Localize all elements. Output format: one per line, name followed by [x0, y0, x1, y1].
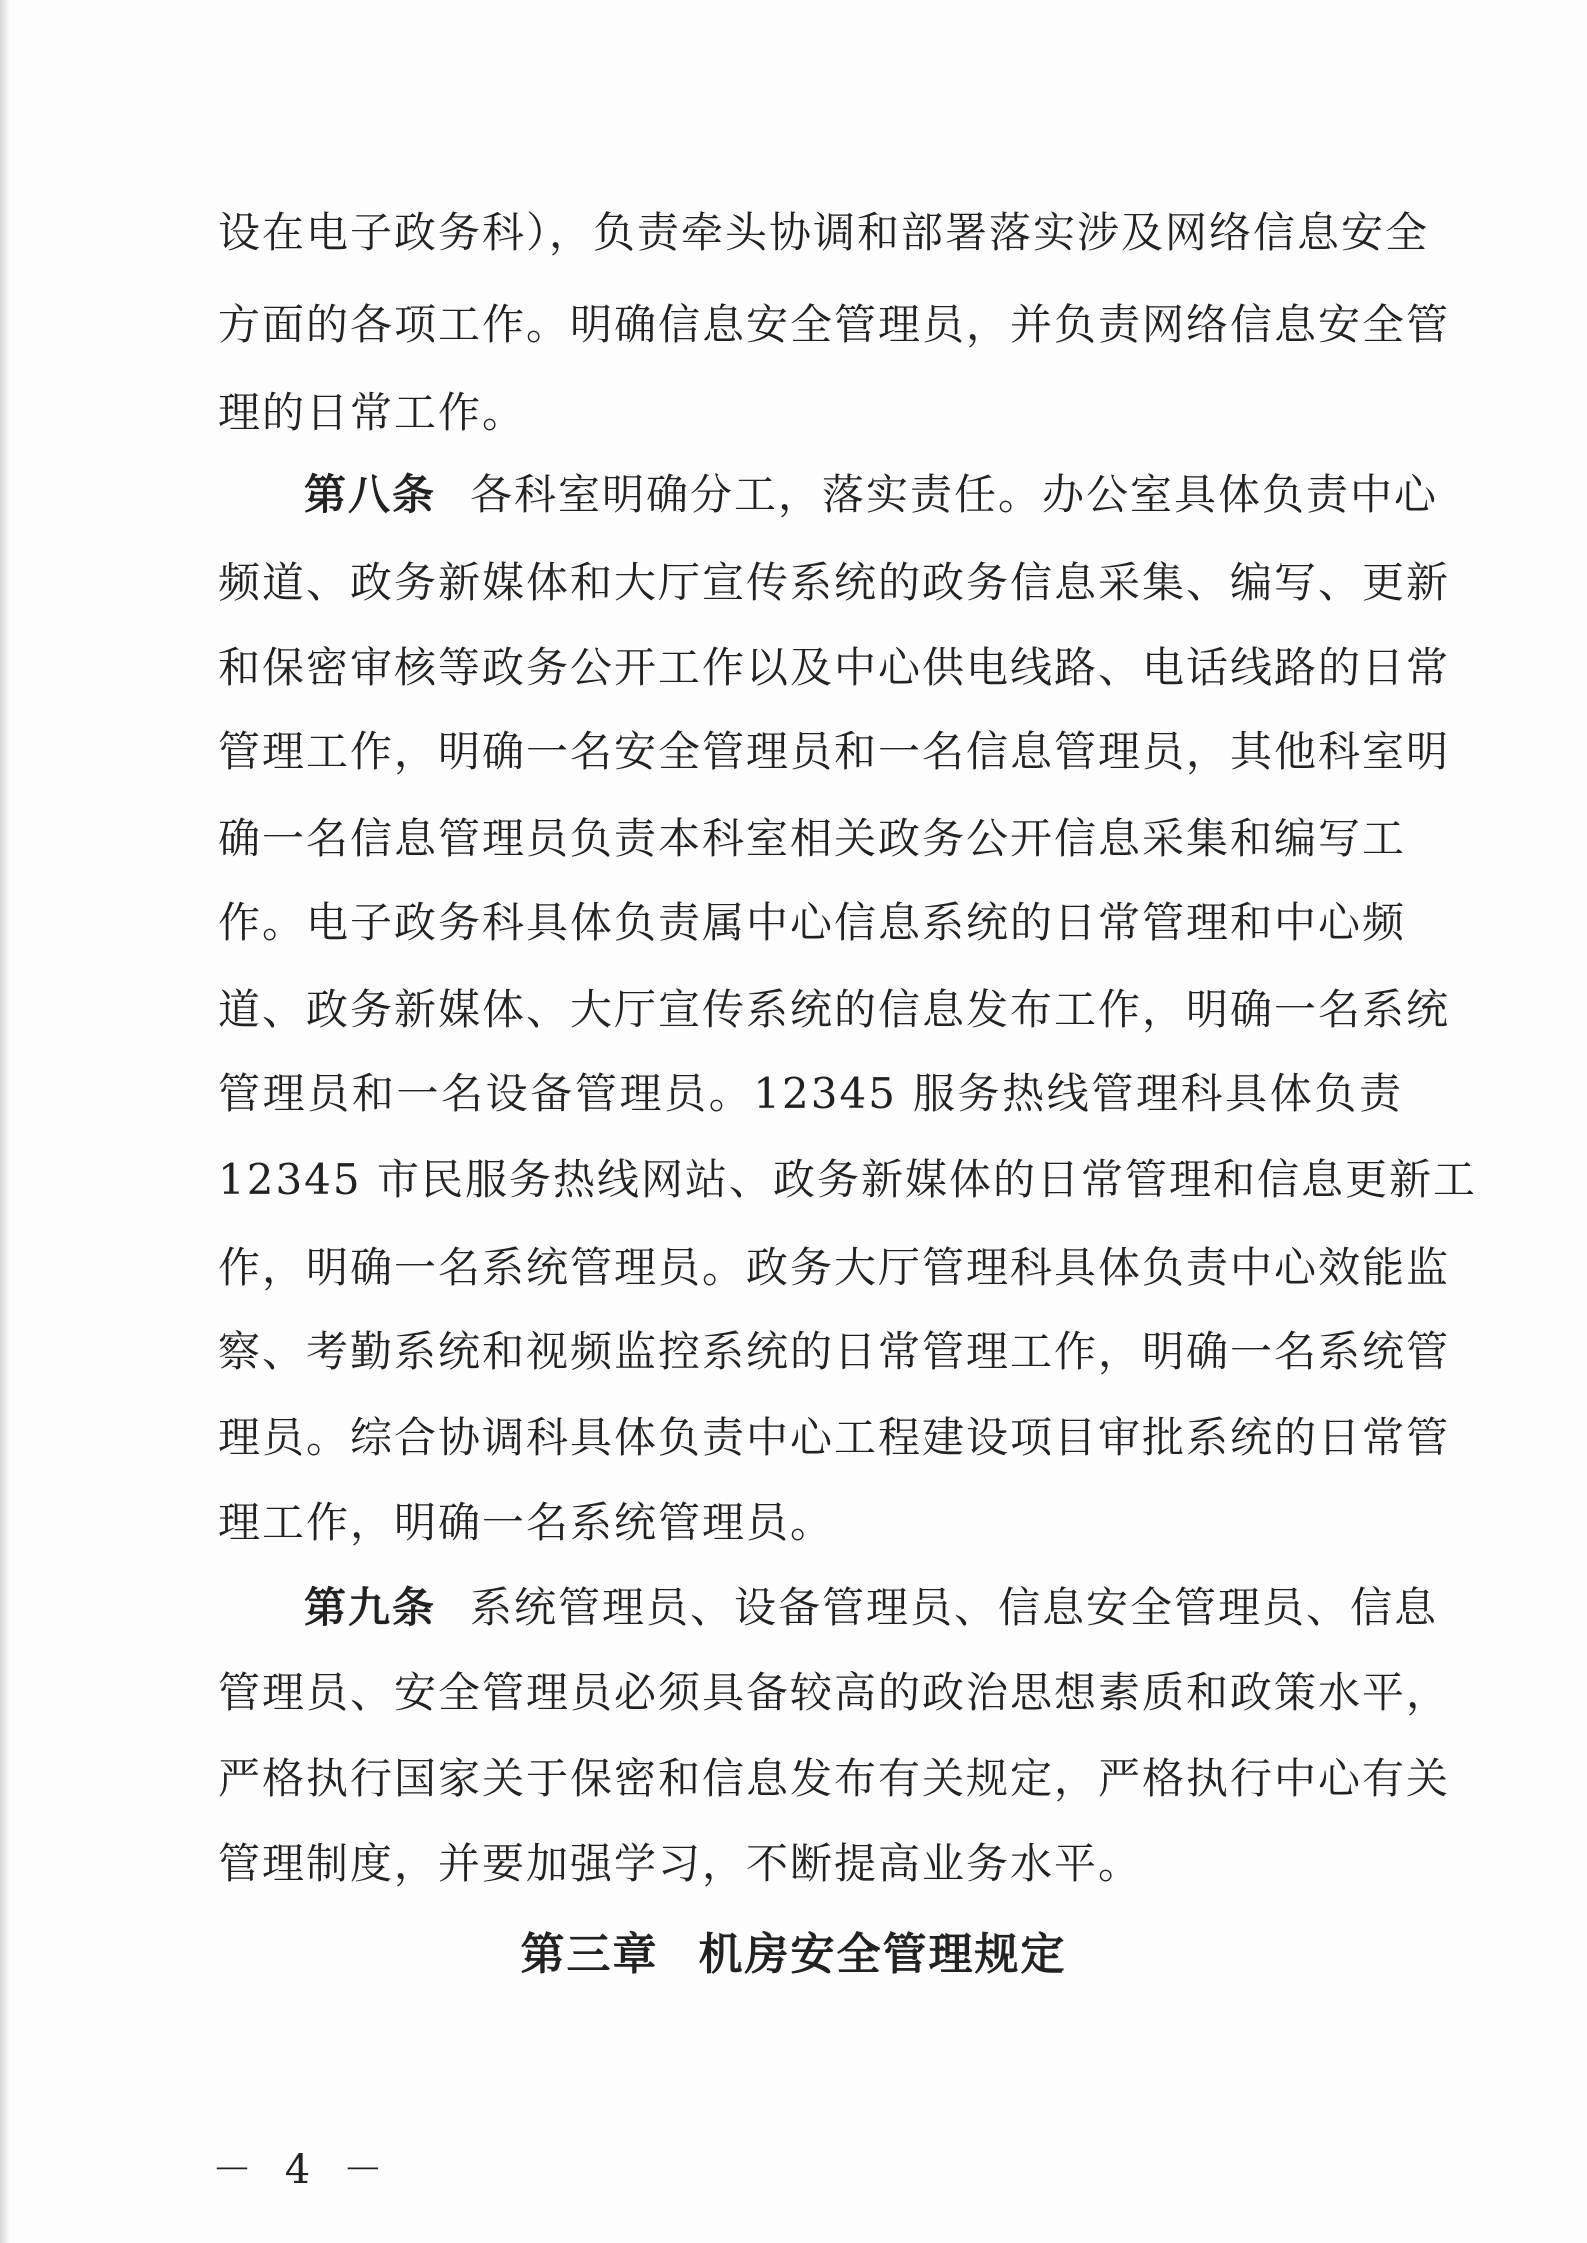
article8-line-4: 管理工作，明确一名安全管理员和一名信息管理员，其他科室明 — [218, 727, 1451, 776]
article8-line-7: 道、政务新媒体、大厅宣传系统的信息发布工作，明确一名系统 — [218, 985, 1451, 1034]
article8-line-5: 确一名信息管理员负责本科室相关政务公开信息采集和编写工 — [218, 814, 1407, 863]
article8-first-line — [304, 467, 1439, 523]
intro-line-3: 理的日常工作。 — [218, 388, 527, 437]
article9-line-2: 管理员、安全管理员必须具备较高的政治思想素质和政策水平， — [218, 1668, 1451, 1717]
article8-label: 第八条 — [304, 470, 437, 519]
page-number: － 4 － — [212, 2147, 393, 2193]
article8-line-10: 作，明确一名系统管理员。政务大厅管理科具体负责中心效能监 — [218, 1243, 1451, 1292]
intro-line-1: 设在电子政务科），负责牵头协调和部署落实涉及网络信息安全 — [218, 208, 1430, 257]
article8-line-6: 作。电子政务科具体负责属中心信息系统的日常管理和中心频 — [218, 898, 1407, 947]
chapter-title: 机房安全管理规定 — [698, 1929, 1067, 1980]
article8-line-11: 察、考勤系统和视频监控系统的日常管理工作，明确一名系统管 — [218, 1327, 1451, 1376]
article9-line-3: 严格执行国家关于保密和信息发布有关规定，严格执行中心有关 — [218, 1754, 1451, 1803]
article8-line-8: 管理员和一名设备管理员。12345 服务热线管理科具体负责 — [218, 1069, 1403, 1118]
scan-edge-shadow — [0, 0, 10, 2243]
article8-line-3: 和保密审核等政务公开工作以及中心供电线路、电话线路的日常 — [218, 643, 1451, 692]
article8-line-2: 频道、政务新媒体和大厅宣传系统的政务信息采集、编写、更新 — [218, 558, 1451, 607]
article8-first-text: 各科室明确分工，落实责任。办公室具体负责中心 — [470, 470, 1439, 519]
article9-first-text: 系统管理员、设备管理员、信息安全管理员、信息 — [470, 1583, 1439, 1632]
chapter-number: 第三章 — [520, 1929, 659, 1980]
article9-label: 第九条 — [304, 1583, 437, 1632]
article8-line-12: 理员。综合协调科具体负责中心工程建设项目审批系统的日常管 — [218, 1413, 1451, 1462]
article8-line-9: 12345 市民服务热线网站、政务新媒体的日常管理和信息更新工 — [218, 1155, 1477, 1204]
intro-line-2: 方面的各项工作。明确信息安全管理员，并负责网络信息安全管 — [218, 300, 1451, 349]
article9-first-line — [304, 1580, 1439, 1636]
article9-line-4: 管理制度，并要加强学习，不断提高业务水平。 — [218, 1839, 1143, 1888]
chapter-heading — [0, 1918, 1587, 1982]
article8-line-13: 理工作，明确一名系统管理员。 — [218, 1498, 835, 1547]
